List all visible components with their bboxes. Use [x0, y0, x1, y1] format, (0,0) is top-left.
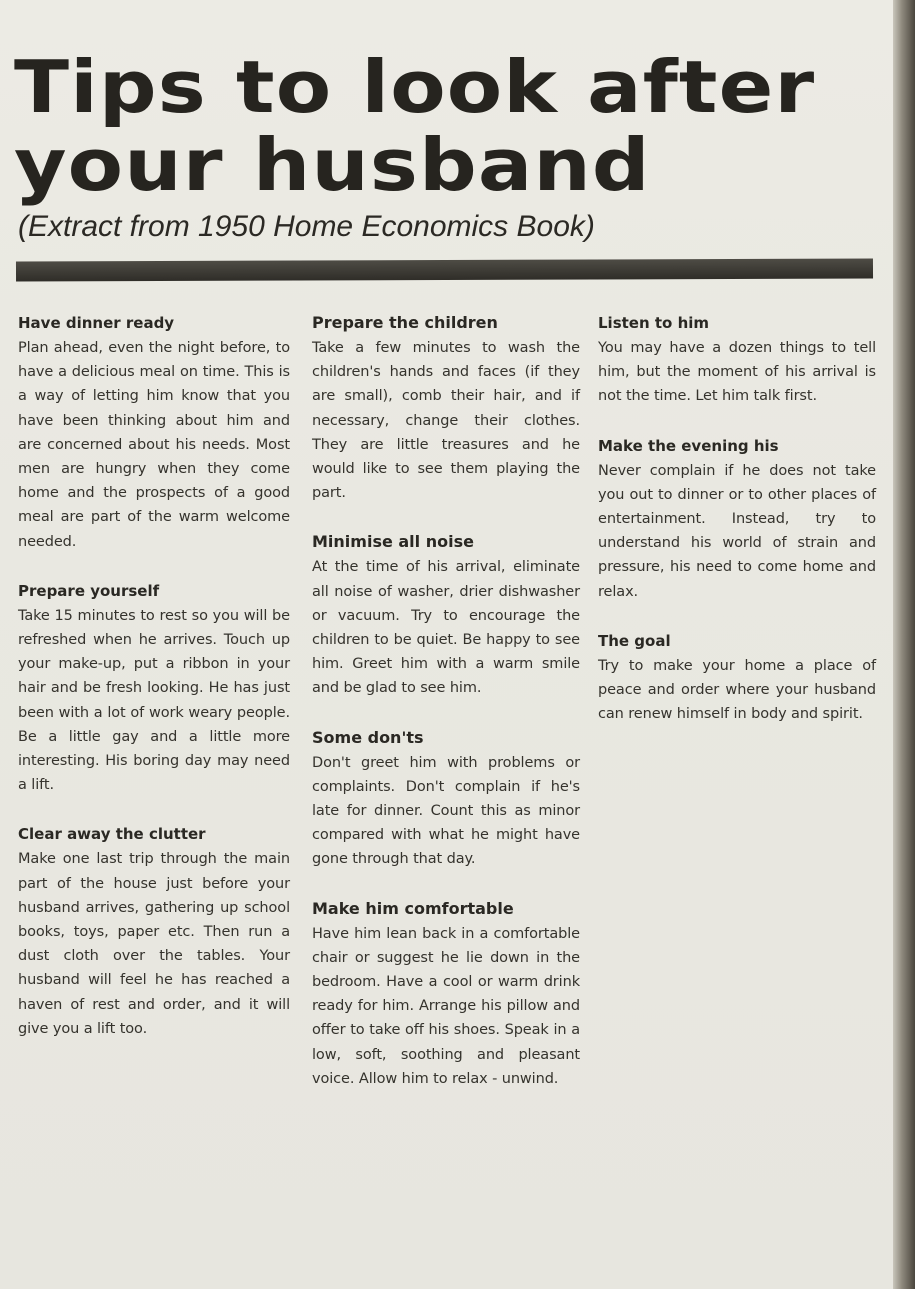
section-body: Have him lean back in a comfortable chair or suggest he lie down in the bedroom. Have a cool or warm drink ready for him. Arrange his pillow and offer to take off his shoes. Speak in a low, soft, soothing and pleasant voice. Allow him to relax - unwind.	[312, 925, 580, 1087]
section-heading: Make the evening his	[598, 436, 779, 455]
column-1	[18, 312, 290, 1067]
section	[598, 630, 876, 727]
section-body: Make one last trip through the main part of the house just before your husband arrives, gathering up school books, toys, paper etc. Then run a dust cloth over the tables. Your husband will feel he has reached a haven of rest and order, and it will give you a lift too.	[18, 851, 290, 1037]
section-heading: Prepare the children	[312, 313, 498, 332]
section-body: Take a few minutes to wash the children's hands and faces (if they are small), comb their hair, and if necessary, change their clothes. They are little treasures and he would like to see them playing the part.	[312, 340, 580, 502]
section-body: Never complain if he does not take you out to dinner or to other places of entertainment. Instead, try to understand his world of strain and pressure, his need to come home and relax.	[598, 462, 876, 600]
section	[18, 580, 290, 798]
section	[598, 312, 876, 409]
section-heading: Make him comfortable	[312, 898, 514, 918]
title-line-1: Tips to look after	[14, 45, 816, 129]
page-subtitle: (Extract from 1950 Home Economics Book)	[18, 210, 595, 243]
section	[598, 435, 876, 604]
section-body: You may have a dozen things to tell him, but the moment of his arrival is not the time. Let him talk first.	[598, 340, 876, 405]
section	[18, 823, 290, 1041]
section-heading: Listen to him	[598, 314, 710, 332]
section	[312, 531, 580, 700]
section-heading: The goal	[598, 631, 671, 650]
section	[312, 727, 580, 872]
section	[18, 312, 290, 554]
section-heading: Clear away the clutter	[18, 825, 206, 844]
section-heading: Prepare yourself	[18, 581, 160, 600]
divider-bar	[16, 259, 873, 282]
section-body: Take 15 minutes to rest so you will be refreshed when he arrives. Touch up your make-up, put a ribbon in your hair and be fresh looking. He has just been with a lot of work weary people. Be a little gay and a little more interesting. His boring day may need a lift.	[18, 607, 290, 794]
column-2	[312, 312, 580, 1117]
page-edge	[893, 0, 915, 1289]
section-heading: Have dinner ready	[18, 314, 175, 332]
title-line-2: your husband	[14, 123, 651, 207]
section-heading: Some don'ts	[312, 727, 424, 747]
page-title	[14, 45, 816, 207]
section-body: Don't greet him with problems or complaints. Don't complain if he's late for dinner. Count this as minor compared with what he might have gone through that day.	[312, 754, 580, 868]
section-heading: Minimise all noise	[312, 532, 474, 552]
section-body: At the time of his arrival, eliminate all noise of washer, drier dishwasher or vacuum. Try to encourage the children to be quiet. Be happy to see him. Greet him with a warm smile and be glad to see him.	[312, 559, 580, 697]
section-body: Try to make your home a place of peace and order where your husband can renew himself in body and spirit.	[598, 657, 876, 723]
section-body: Plan ahead, even the night before, to have a delicious meal on time. This is a way of letting him know that you have been thinking about him and are concerned about his needs. Most men are hungry when they come home and the prospects of a good meal are part of the warm welcome needed.	[18, 340, 290, 550]
column-3	[598, 312, 876, 752]
section	[312, 312, 580, 505]
section	[312, 898, 580, 1091]
